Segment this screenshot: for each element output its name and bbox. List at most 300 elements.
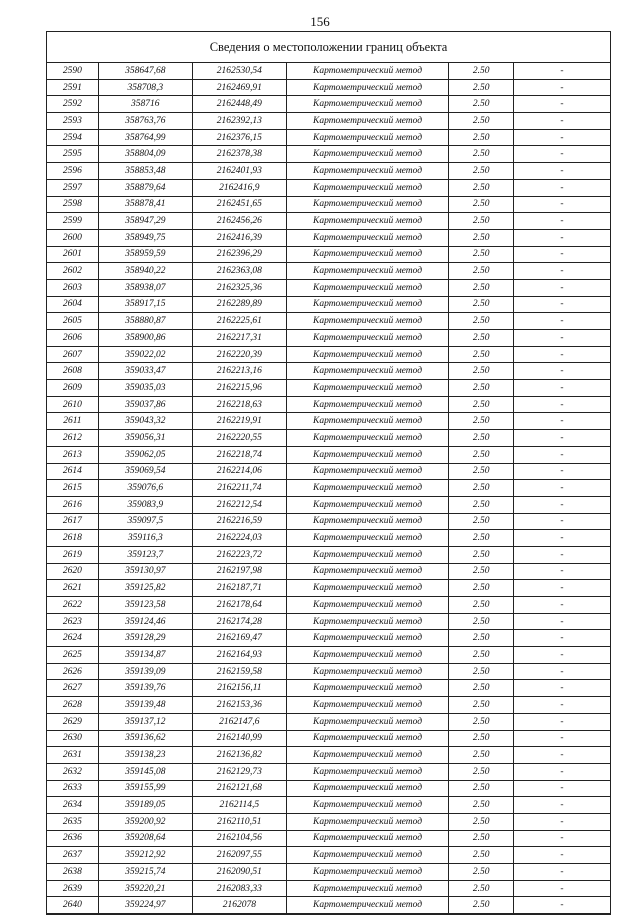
y-coordinate-cell: 2162401,93	[192, 163, 286, 180]
x-coordinate-cell: 359083,9	[98, 496, 192, 513]
method-cell: Картометрический метод	[286, 96, 448, 113]
x-coordinate-cell: 359138,23	[98, 747, 192, 764]
accuracy-cell: 2.50	[449, 580, 514, 597]
method-cell: Картометрический метод	[286, 663, 448, 680]
table-row	[47, 563, 610, 580]
accuracy-cell: 2.50	[449, 179, 514, 196]
y-coordinate-cell: 2162220,39	[192, 346, 286, 363]
point-number-cell: 2597	[47, 179, 98, 196]
description-cell: -	[513, 296, 610, 313]
description-cell: -	[513, 563, 610, 580]
point-number-cell: 2634	[47, 797, 98, 814]
y-coordinate-cell: 2162197,98	[192, 563, 286, 580]
method-cell: Картометрический метод	[286, 680, 448, 697]
description-cell: -	[513, 413, 610, 430]
method-cell: Картометрический метод	[286, 213, 448, 230]
description-cell: -	[513, 496, 610, 513]
method-cell: Картометрический метод	[286, 129, 448, 146]
description-cell: -	[513, 196, 610, 213]
description-cell: -	[513, 129, 610, 146]
method-cell: Картометрический метод	[286, 513, 448, 530]
accuracy-cell: 2.50	[449, 263, 514, 280]
coordinates-table	[47, 63, 610, 914]
method-cell: Картометрический метод	[286, 163, 448, 180]
point-number-cell: 2604	[47, 296, 98, 313]
table-row	[47, 613, 610, 630]
description-cell: -	[513, 847, 610, 864]
table-row	[47, 496, 610, 513]
table-row	[47, 380, 610, 397]
description-cell: -	[513, 396, 610, 413]
accuracy-cell: 2.50	[449, 763, 514, 780]
y-coordinate-cell: 2162156,11	[192, 680, 286, 697]
table-row	[47, 546, 610, 563]
method-cell: Картометрический метод	[286, 864, 448, 881]
point-number-cell: 2630	[47, 730, 98, 747]
table-row	[47, 663, 610, 680]
x-coordinate-cell: 359125,82	[98, 580, 192, 597]
table-row	[47, 413, 610, 430]
point-number-cell: 2599	[47, 213, 98, 230]
y-coordinate-cell: 2162325,36	[192, 279, 286, 296]
accuracy-cell: 2.50	[449, 597, 514, 614]
accuracy-cell: 2.50	[449, 797, 514, 814]
table-row	[47, 697, 610, 714]
accuracy-cell: 2.50	[449, 563, 514, 580]
accuracy-cell: 2.50	[449, 146, 514, 163]
point-number-cell: 2612	[47, 430, 98, 447]
x-coordinate-cell: 358763,76	[98, 113, 192, 130]
table-row	[47, 263, 610, 280]
coordinates-table-body	[47, 63, 610, 914]
method-cell: Картометрический метод	[286, 546, 448, 563]
method-cell: Картометрический метод	[286, 630, 448, 647]
description-cell: -	[513, 797, 610, 814]
x-coordinate-cell: 359136,62	[98, 730, 192, 747]
method-cell: Картометрический метод	[286, 830, 448, 847]
y-coordinate-cell: 2162078	[192, 897, 286, 914]
point-number-cell: 2628	[47, 697, 98, 714]
accuracy-cell: 2.50	[449, 847, 514, 864]
table-row	[47, 713, 610, 730]
y-coordinate-cell: 2162140,99	[192, 730, 286, 747]
table-row	[47, 763, 610, 780]
method-cell: Картометрический метод	[286, 580, 448, 597]
table-row	[47, 63, 610, 79]
method-cell: Картометрический метод	[286, 613, 448, 630]
accuracy-cell: 2.50	[449, 480, 514, 497]
method-cell: Картометрический метод	[286, 780, 448, 797]
accuracy-cell: 2.50	[449, 79, 514, 96]
x-coordinate-cell: 359035,03	[98, 380, 192, 397]
accuracy-cell: 2.50	[449, 730, 514, 747]
point-number-cell: 2591	[47, 79, 98, 96]
y-coordinate-cell: 2162187,71	[192, 580, 286, 597]
x-coordinate-cell: 359128,29	[98, 630, 192, 647]
description-cell: -	[513, 463, 610, 480]
y-coordinate-cell: 2162215,96	[192, 380, 286, 397]
table-row	[47, 463, 610, 480]
x-coordinate-cell: 359208,64	[98, 830, 192, 847]
table-row	[47, 813, 610, 830]
y-coordinate-cell: 2162224,03	[192, 530, 286, 547]
x-coordinate-cell: 359097,5	[98, 513, 192, 530]
accuracy-cell: 2.50	[449, 680, 514, 697]
method-cell: Картометрический метод	[286, 496, 448, 513]
y-coordinate-cell: 2162104,56	[192, 830, 286, 847]
method-cell: Картометрический метод	[286, 79, 448, 96]
description-cell: -	[513, 897, 610, 914]
point-number-cell: 2640	[47, 897, 98, 914]
table-row	[47, 179, 610, 196]
description-cell: -	[513, 363, 610, 380]
x-coordinate-cell: 358708,3	[98, 79, 192, 96]
description-cell: -	[513, 246, 610, 263]
point-number-cell: 2614	[47, 463, 98, 480]
method-cell: Картометрический метод	[286, 747, 448, 764]
point-number-cell: 2600	[47, 229, 98, 246]
method-cell: Картометрический метод	[286, 279, 448, 296]
x-coordinate-cell: 359139,09	[98, 663, 192, 680]
description-cell: -	[513, 663, 610, 680]
description-cell: -	[513, 730, 610, 747]
x-coordinate-cell: 359200,92	[98, 813, 192, 830]
table-row	[47, 129, 610, 146]
accuracy-cell: 2.50	[449, 830, 514, 847]
y-coordinate-cell: 2162159,58	[192, 663, 286, 680]
y-coordinate-cell: 2162448,49	[192, 96, 286, 113]
table-row	[47, 597, 610, 614]
description-cell: -	[513, 713, 610, 730]
method-cell: Картометрический метод	[286, 647, 448, 664]
table-row	[47, 296, 610, 313]
description-cell: -	[513, 780, 610, 797]
table-row	[47, 96, 610, 113]
x-coordinate-cell: 359037,86	[98, 396, 192, 413]
x-coordinate-cell: 358917,15	[98, 296, 192, 313]
table-row	[47, 864, 610, 881]
table-row	[47, 797, 610, 814]
y-coordinate-cell: 2162363,08	[192, 263, 286, 280]
x-coordinate-cell: 358647,68	[98, 63, 192, 79]
x-coordinate-cell: 358900,86	[98, 330, 192, 347]
table-row	[47, 880, 610, 897]
accuracy-cell: 2.50	[449, 880, 514, 897]
x-coordinate-cell: 358880,87	[98, 313, 192, 330]
accuracy-cell: 2.50	[449, 463, 514, 480]
method-cell: Картометрический метод	[286, 697, 448, 714]
accuracy-cell: 2.50	[449, 430, 514, 447]
accuracy-cell: 2.50	[449, 630, 514, 647]
method-cell: Картометрический метод	[286, 179, 448, 196]
boundary-table-frame	[46, 31, 611, 915]
point-number-cell: 2607	[47, 346, 98, 363]
point-number-cell: 2633	[47, 780, 98, 797]
description-cell: -	[513, 830, 610, 847]
point-number-cell: 2632	[47, 763, 98, 780]
method-cell: Картометрический метод	[286, 563, 448, 580]
point-number-cell: 2592	[47, 96, 98, 113]
y-coordinate-cell: 2162090,51	[192, 864, 286, 881]
point-number-cell: 2610	[47, 396, 98, 413]
method-cell: Картометрический метод	[286, 346, 448, 363]
description-cell: -	[513, 597, 610, 614]
point-number-cell: 2593	[47, 113, 98, 130]
accuracy-cell: 2.50	[449, 246, 514, 263]
y-coordinate-cell: 2162220,55	[192, 430, 286, 447]
method-cell: Картометрический метод	[286, 730, 448, 747]
x-coordinate-cell: 358938,07	[98, 279, 192, 296]
x-coordinate-cell: 359224,97	[98, 897, 192, 914]
y-coordinate-cell: 2162225,61	[192, 313, 286, 330]
accuracy-cell: 2.50	[449, 813, 514, 830]
point-number-cell: 2622	[47, 597, 98, 614]
description-cell: -	[513, 446, 610, 463]
x-coordinate-cell: 359043,32	[98, 413, 192, 430]
description-cell: -	[513, 313, 610, 330]
y-coordinate-cell: 2162174,28	[192, 613, 286, 630]
accuracy-cell: 2.50	[449, 196, 514, 213]
x-coordinate-cell: 359137,12	[98, 713, 192, 730]
point-number-cell: 2594	[47, 129, 98, 146]
point-number-cell: 2627	[47, 680, 98, 697]
table-row	[47, 630, 610, 647]
table-row	[47, 313, 610, 330]
description-cell: -	[513, 763, 610, 780]
y-coordinate-cell: 2162376,15	[192, 129, 286, 146]
x-coordinate-cell: 359134,87	[98, 647, 192, 664]
y-coordinate-cell: 2162212,54	[192, 496, 286, 513]
accuracy-cell: 2.50	[449, 897, 514, 914]
table-row	[47, 430, 610, 447]
table-row	[47, 229, 610, 246]
table-row	[47, 363, 610, 380]
method-cell: Картометрический метод	[286, 113, 448, 130]
x-coordinate-cell: 359022,02	[98, 346, 192, 363]
description-cell: -	[513, 647, 610, 664]
method-cell: Картометрический метод	[286, 146, 448, 163]
x-coordinate-cell: 358947,29	[98, 213, 192, 230]
accuracy-cell: 2.50	[449, 713, 514, 730]
y-coordinate-cell: 2162136,82	[192, 747, 286, 764]
description-cell: -	[513, 880, 610, 897]
y-coordinate-cell: 2162219,91	[192, 413, 286, 430]
method-cell: Картометрический метод	[286, 263, 448, 280]
point-number-cell: 2626	[47, 663, 98, 680]
y-coordinate-cell: 2162416,9	[192, 179, 286, 196]
accuracy-cell: 2.50	[449, 697, 514, 714]
description-cell: -	[513, 263, 610, 280]
accuracy-cell: 2.50	[449, 296, 514, 313]
accuracy-cell: 2.50	[449, 363, 514, 380]
x-coordinate-cell: 358716	[98, 96, 192, 113]
y-coordinate-cell: 2162110,51	[192, 813, 286, 830]
table-row	[47, 480, 610, 497]
description-cell: -	[513, 146, 610, 163]
accuracy-cell: 2.50	[449, 63, 514, 79]
table-row	[47, 847, 610, 864]
description-cell: -	[513, 330, 610, 347]
accuracy-cell: 2.50	[449, 530, 514, 547]
table-header: Сведения о местоположении границ объекта	[47, 32, 610, 63]
method-cell: Картометрический метод	[286, 296, 448, 313]
point-number-cell: 2618	[47, 530, 98, 547]
point-number-cell: 2602	[47, 263, 98, 280]
method-cell: Картометрический метод	[286, 897, 448, 914]
table-row	[47, 647, 610, 664]
method-cell: Картометрический метод	[286, 229, 448, 246]
accuracy-cell: 2.50	[449, 129, 514, 146]
x-coordinate-cell: 359116,3	[98, 530, 192, 547]
table-row	[47, 196, 610, 213]
method-cell: Картометрический метод	[286, 380, 448, 397]
x-coordinate-cell: 358949,75	[98, 229, 192, 246]
description-cell: -	[513, 113, 610, 130]
description-cell: -	[513, 513, 610, 530]
y-coordinate-cell: 2162392,13	[192, 113, 286, 130]
description-cell: -	[513, 179, 610, 196]
accuracy-cell: 2.50	[449, 163, 514, 180]
y-coordinate-cell: 2162451,65	[192, 196, 286, 213]
accuracy-cell: 2.50	[449, 647, 514, 664]
table-row	[47, 513, 610, 530]
point-number-cell: 2623	[47, 613, 98, 630]
method-cell: Картометрический метод	[286, 246, 448, 263]
table-row	[47, 830, 610, 847]
table-row	[47, 396, 610, 413]
x-coordinate-cell: 359220,21	[98, 880, 192, 897]
x-coordinate-cell: 359076,6	[98, 480, 192, 497]
x-coordinate-cell: 358804,09	[98, 146, 192, 163]
description-cell: -	[513, 747, 610, 764]
description-cell: -	[513, 480, 610, 497]
accuracy-cell: 2.50	[449, 513, 514, 530]
y-coordinate-cell: 2162214,06	[192, 463, 286, 480]
y-coordinate-cell: 2162456,26	[192, 213, 286, 230]
x-coordinate-cell: 359212,92	[98, 847, 192, 864]
method-cell: Картометрический метод	[286, 763, 448, 780]
point-number-cell: 2629	[47, 713, 98, 730]
point-number-cell: 2590	[47, 63, 98, 79]
description-cell: -	[513, 346, 610, 363]
y-coordinate-cell: 2162147,6	[192, 713, 286, 730]
table-row	[47, 113, 610, 130]
point-number-cell: 2615	[47, 480, 98, 497]
accuracy-cell: 2.50	[449, 229, 514, 246]
description-cell: -	[513, 213, 610, 230]
accuracy-cell: 2.50	[449, 496, 514, 513]
point-number-cell: 2605	[47, 313, 98, 330]
method-cell: Картометрический метод	[286, 330, 448, 347]
point-number-cell: 2598	[47, 196, 98, 213]
accuracy-cell: 2.50	[449, 747, 514, 764]
table-row	[47, 580, 610, 597]
x-coordinate-cell: 359123,58	[98, 597, 192, 614]
point-number-cell: 2625	[47, 647, 98, 664]
table-row	[47, 146, 610, 163]
accuracy-cell: 2.50	[449, 113, 514, 130]
x-coordinate-cell: 358959,59	[98, 246, 192, 263]
point-number-cell: 2624	[47, 630, 98, 647]
description-cell: -	[513, 430, 610, 447]
accuracy-cell: 2.50	[449, 663, 514, 680]
point-number-cell: 2631	[47, 747, 98, 764]
description-cell: -	[513, 546, 610, 563]
point-number-cell: 2636	[47, 830, 98, 847]
x-coordinate-cell: 358878,41	[98, 196, 192, 213]
point-number-cell: 2611	[47, 413, 98, 430]
y-coordinate-cell: 2162178,64	[192, 597, 286, 614]
method-cell: Картометрический метод	[286, 813, 448, 830]
y-coordinate-cell: 2162469,91	[192, 79, 286, 96]
table-row	[47, 680, 610, 697]
accuracy-cell: 2.50	[449, 330, 514, 347]
y-coordinate-cell: 2162416,39	[192, 229, 286, 246]
y-coordinate-cell: 2162114,5	[192, 797, 286, 814]
x-coordinate-cell: 359123,7	[98, 546, 192, 563]
accuracy-cell: 2.50	[449, 313, 514, 330]
description-cell: -	[513, 697, 610, 714]
table-row	[47, 780, 610, 797]
y-coordinate-cell: 2162289,89	[192, 296, 286, 313]
y-coordinate-cell: 2162153,36	[192, 697, 286, 714]
method-cell: Картометрический метод	[286, 446, 448, 463]
method-cell: Картометрический метод	[286, 847, 448, 864]
accuracy-cell: 2.50	[449, 380, 514, 397]
x-coordinate-cell: 359155,99	[98, 780, 192, 797]
point-number-cell: 2617	[47, 513, 98, 530]
point-number-cell: 2595	[47, 146, 98, 163]
accuracy-cell: 2.50	[449, 780, 514, 797]
table-row	[47, 330, 610, 347]
accuracy-cell: 2.50	[449, 864, 514, 881]
accuracy-cell: 2.50	[449, 346, 514, 363]
point-number-cell: 2613	[47, 446, 98, 463]
description-cell: -	[513, 630, 610, 647]
point-number-cell: 2603	[47, 279, 98, 296]
x-coordinate-cell: 358879,64	[98, 179, 192, 196]
point-number-cell: 2616	[47, 496, 98, 513]
y-coordinate-cell: 2162530,54	[192, 63, 286, 79]
y-coordinate-cell: 2162223,72	[192, 546, 286, 563]
accuracy-cell: 2.50	[449, 413, 514, 430]
description-cell: -	[513, 63, 610, 79]
table-row	[47, 897, 610, 914]
x-coordinate-cell: 359139,76	[98, 680, 192, 697]
x-coordinate-cell: 359056,31	[98, 430, 192, 447]
y-coordinate-cell: 2162097,55	[192, 847, 286, 864]
y-coordinate-cell: 2162216,59	[192, 513, 286, 530]
table-row	[47, 346, 610, 363]
x-coordinate-cell: 359069,54	[98, 463, 192, 480]
description-cell: -	[513, 380, 610, 397]
table-row	[47, 163, 610, 180]
method-cell: Картометрический метод	[286, 463, 448, 480]
accuracy-cell: 2.50	[449, 96, 514, 113]
description-cell: -	[513, 864, 610, 881]
accuracy-cell: 2.50	[449, 213, 514, 230]
description-cell: -	[513, 279, 610, 296]
description-cell: -	[513, 680, 610, 697]
y-coordinate-cell: 2162121,68	[192, 780, 286, 797]
point-number-cell: 2608	[47, 363, 98, 380]
y-coordinate-cell: 2162213,16	[192, 363, 286, 380]
table-row	[47, 530, 610, 547]
x-coordinate-cell: 359215,74	[98, 864, 192, 881]
method-cell: Картометрический метод	[286, 413, 448, 430]
y-coordinate-cell: 2162211,74	[192, 480, 286, 497]
table-row	[47, 747, 610, 764]
